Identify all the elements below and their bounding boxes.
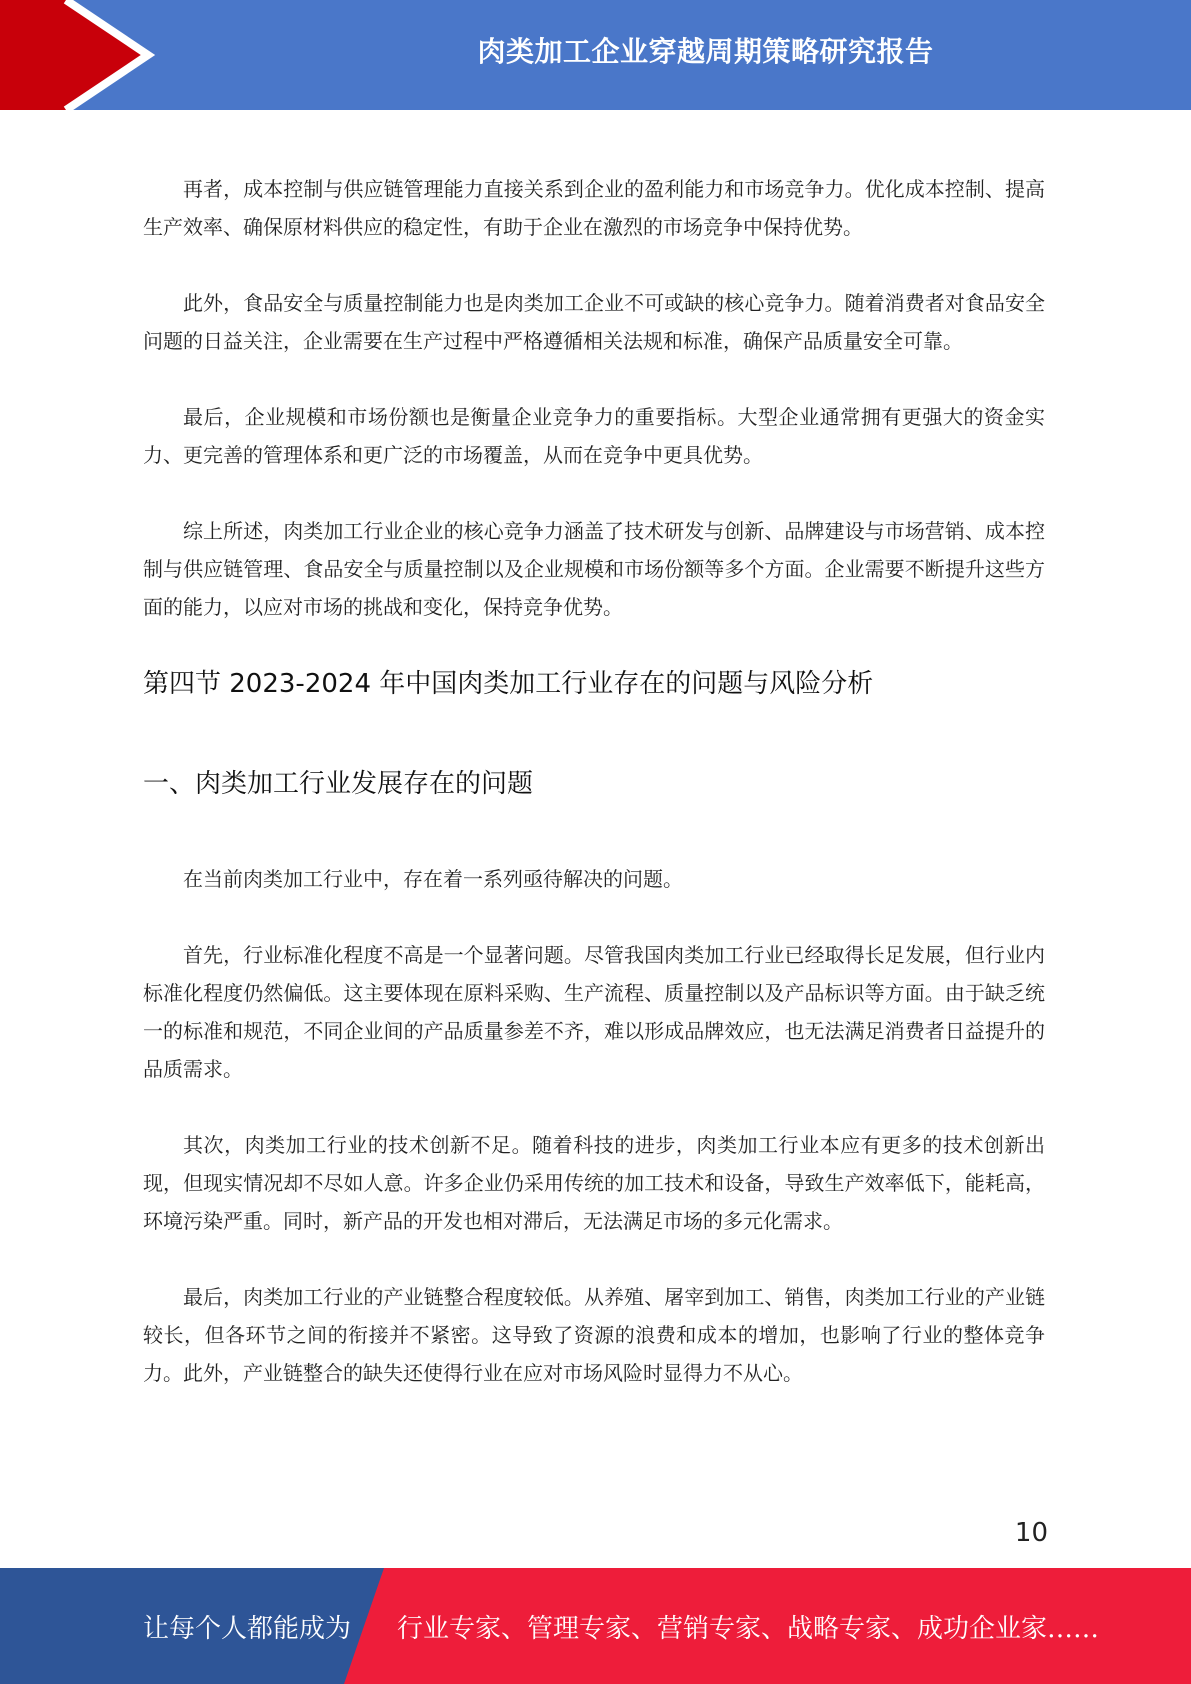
footer-slogan-left: 让每个人都能成为: [143, 1613, 352, 1644]
body-paragraph: 最后，肉类加工行业的产业链整合程度较低。从养殖、屠宰到加工、销售，肉类加工行业的产业链较长，但各环节之间的衔接并不紧密。这导致了资源的浪费和成本的增加，也影响了行业的整体竞争力。此外，产业链整合的缺失还使得行业在应对市场风险时显得力不从心。: [143, 1285, 1045, 1385]
footer-slogan-right: 行业专家、管理专家、营销专家、战略专家、成功企业家……: [397, 1613, 1100, 1644]
body-paragraph: 综上所述，肉类加工行业企业的核心竞争力涵盖了技术研发与创新、品牌建设与市场营销、成本控制与供应链管理、食品安全与质量控制以及企业规模和市场份额等多个方面。企业需要不断提升这些方面的能力，以应对市场的挑战和变化，保持竞争优势。: [143, 519, 1045, 619]
body-paragraph: 在当前肉类加工行业中，存在着一系列亟待解决的问题。: [183, 867, 683, 891]
body-paragraph: 最后，企业规模和市场份额也是衡量企业竞争力的重要指标。大型企业通常拥有更强大的资金实力、更完善的管理体系和更广泛的市场覆盖，从而在竞争中更具优势。: [143, 405, 1045, 467]
body-paragraph: 其次，肉类加工行业的技术创新不足。随着科技的进步，肉类加工行业本应有更多的技术创新出现，但现实情况却不尽如人意。许多企业仍采用传统的加工技术和设备，导致生产效率低下，能耗高，环境污染严重。同时，新产品的开发也相对滞后，无法满足市场的多元化需求。: [143, 1133, 1045, 1233]
page-footer: [0, 1568, 1191, 1684]
body-paragraph: 首先，行业标准化程度不高是一个显著问题。尽管我国肉类加工行业已经取得长足发展，但行业内标准化程度仍然偏低。这主要体现在原料采购、生产流程、质量控制以及产品标识等方面。由于缺乏统一的标准和规范，不同企业间的产品质量参差不齐，难以形成品牌效应，也无法满足消费者日益提升的品质需求。: [143, 943, 1045, 1081]
page-number: 10: [1014, 1518, 1048, 1548]
subsection-heading: 一、肉类加工行业发展存在的问题: [143, 769, 534, 799]
page-header: [0, 0, 1191, 110]
body-paragraph: 此外，食品安全与质量控制能力也是肉类加工企业不可或缺的核心竞争力。随着消费者对食品安全问题的日益关注，企业需要在生产过程中严格遵循相关法规和标准，确保产品质量安全可靠。: [143, 291, 1045, 353]
page-body: [143, 170, 1045, 1430]
report-title: 肉类加工企业穿越周期策略研究报告: [477, 35, 934, 68]
body-paragraph: 再者，成本控制与供应链管理能力直接关系到企业的盈利能力和市场竞争力。优化成本控制、提高生产效率、确保原材料供应的稳定性，有助于企业在激烈的市场竞争中保持优势。: [143, 177, 1045, 239]
section-heading: 第四节 2023-2024 年中国肉类加工行业存在的问题与风险分析: [143, 669, 874, 699]
